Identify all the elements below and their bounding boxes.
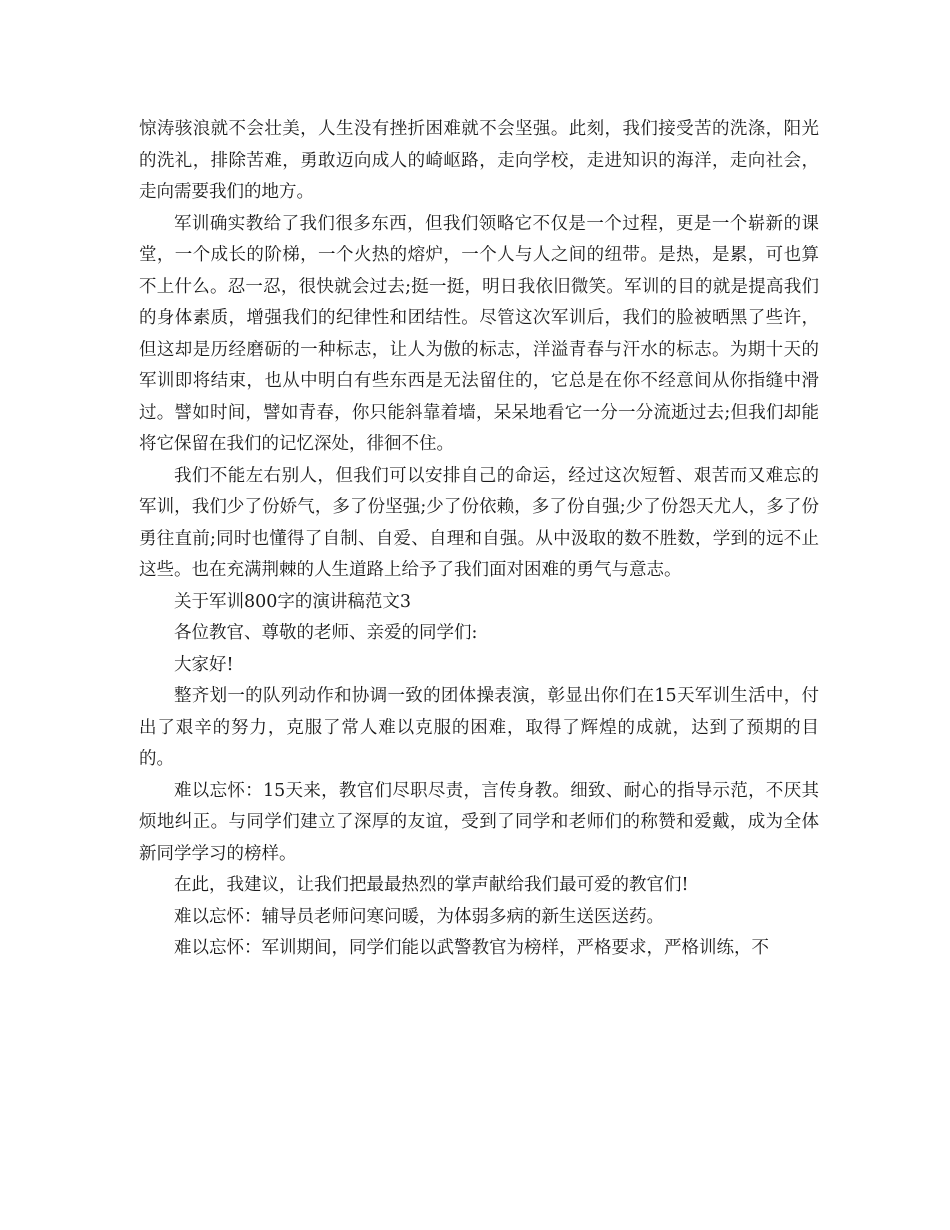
salutation: 各位教官、尊敬的老师、亲爱的同学们: [174,623,478,643]
paragraph-8: 难以忘怀：15天来，教官们尽职尽责，言传身教。细致、耐心的指导示范，不厌其烦地纠正。与同学们建立了深厚的友谊，受到了同学和老师们的称赞和爱戴，成为全体新同学学习的榜样。 [139,780,819,864]
paragraph-11: 难以忘怀：军训期间，同学们能以武警教官为榜样，严格要求，严格训练，不 [174,938,769,958]
paragraph-2: 军训确实教给了我们很多东西，但我们领略它不仅是一个过程，更是一个崭新的课堂，一个成长的阶梯，一个火热的熔炉，一个人与人之间的纽带。是热，是累，可也算不上什么。忍一忍，很快就会过去;挺一挺，明日我依旧微笑。军训的目的就是提高我们的身体素质，增强我们的纪律性和团结性。尽管这次军训后，我们的脸被晒黑了些许，但这却是历经磨砺的一种标志，让人为傲的标志，洋溢青春与汗水的标志。为期十天的军训即将结束，也从中明白有些东西是无法留住的，它总是在你不经意间从你指缝中滑过。譬如时间，譬如青春，你只能斜靠着墙，呆呆地看它一分一分流逝过去;但我们却能将它保留在我们的记忆深处，徘徊不住。 [139,213,819,454]
paragraph-7: 整齐划一的队列动作和协调一致的团体操表演，彰显出你们在15天军训生活中，付出了艰辛的努力，克服了常人难以克服的困难，取得了辉煌的成就，达到了预期的目的。 [139,686,819,769]
paragraph-9: 在此，我建议，让我们把最最热烈的掌声献给我们最可爱的教官们! [174,875,689,895]
paragraph-1: 惊涛骇浪就不会壮美，人生没有挫折困难就不会坚强。此刻，我们接受苦的洗涤，阳光的洗礼，排除苦难，勇敢迈向成人的崎岖路，走向学校，走进知识的海洋，走向社会，走向需要我们的地方。 [139,119,819,202]
greeting: 大家好! [174,654,234,675]
paragraph-10: 难以忘怀：辅导员老师问寒问暖，为体弱多病的新生送医送药。 [174,906,664,927]
section-heading: 关于军训800字的演讲稿范文3 [174,591,412,612]
document-body [139,114,819,965]
paragraph-3: 我们不能左右别人，但我们可以安排自己的命运，经过这次短暂、艰苦而又难忘的军训，我们少了份娇气，多了份坚强;少了份依赖，多了份自强;少了份怨天尤人，多了份勇往直前;同时也懂得了自制、自爱、自理和自强。从中汲取的数不胜数，学到的远不止这些。也在充满荆棘的人生道路上给予了我们面对困难的勇气与意志。 [139,465,819,580]
